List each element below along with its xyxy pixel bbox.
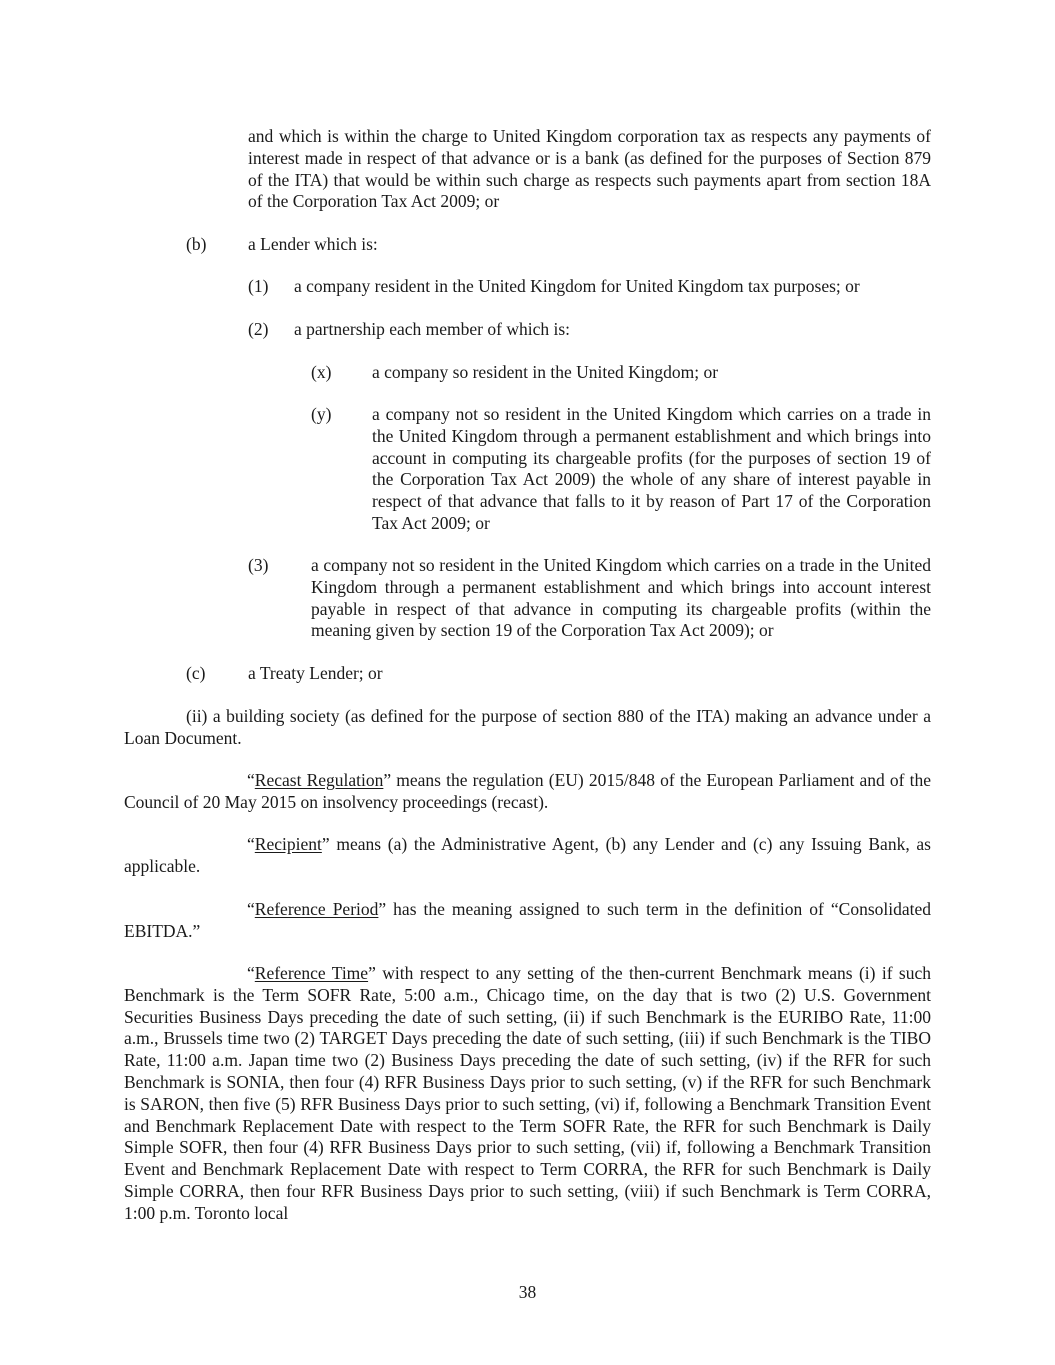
item-b2-marker: (2) <box>248 319 269 339</box>
item-b1-marker: (1) <box>248 276 269 296</box>
page-number: 38 <box>518 1282 537 1302</box>
defined-term: Reference Period <box>254 899 379 919</box>
item-ii-paragraph: (ii) a building society (as defined for the purpose of section 880 of the ITA) making an advance under a Loan Document. <box>124 706 931 748</box>
item-b3-text: a company not so resident in the United Kingdom which carries on a trade in the United Kingdom through a permanent establishment and which brings into account interest payable in respect of that advance in computing its chargeable profits (within the meaning given by section 19 of the Corporation Tax Act 2009); or <box>311 555 931 641</box>
defined-term: Recast Regulation <box>254 770 384 790</box>
item-x-text: a company so resident in the United Kingdom; or <box>372 362 719 382</box>
open-quote: “ <box>247 834 255 854</box>
item-x-marker: (x) <box>311 362 332 382</box>
item-b3-marker: (3) <box>248 555 269 575</box>
item-b2-text: a partnership each member of which is: <box>294 319 571 339</box>
item-c-marker: (c) <box>186 663 206 683</box>
item-b-marker: (b) <box>186 234 207 254</box>
open-quote: “ <box>247 770 255 790</box>
open-quote: “ <box>247 963 255 983</box>
continuation-paragraph: and which is within the charge to United Kingdom corporation tax as respects any payments of interest made in respect of that advance or is a bank (as defined for the purposes of Section 879 of the ITA) that would be within such charge as respects such payments apart from section 18A of the Corporation Tax Act 2009; or <box>248 126 931 212</box>
open-quote: “ <box>247 899 255 919</box>
definition-recipient <box>124 834 931 878</box>
defined-term: Reference Time <box>254 963 369 983</box>
item-b1-text: a company resident in the United Kingdom for United Kingdom tax purposes; or <box>294 276 860 296</box>
item-y-text: a company not so resident in the United Kingdom which carries on a trade in the United Kingdom through a permanent establishment and which brings into account in computing its chargeable profits (for the purposes of section 19 of the Corporation Tax Act 2009) the whole of any share of interest payable in respect of that advance that falls to it by reason of Part 17 of the Corporation Tax Act 2009; or <box>372 404 931 533</box>
definition-text: ” has the meaning assigned to such term in the definition of “Consolidated EBITDA.” <box>124 899 931 941</box>
defined-term: Recipient <box>254 834 322 854</box>
definition-text: ” means the regulation (EU) 2015/848 of the European Parliament and of the Council of 20 May 2015 on insolvency proceedings (recast). <box>124 770 931 812</box>
definition-text: ” means (a) the Administrative Agent, (b) any Lender and (c) any Issuing Bank, as applicable. <box>124 834 931 876</box>
item-y-marker: (y) <box>311 404 332 424</box>
definition-recast-regulation <box>124 770 931 814</box>
definition-reference-period <box>124 899 931 943</box>
item-b-text: a Lender which is: <box>248 234 378 254</box>
definition-reference-time <box>124 963 931 1225</box>
item-c-text: a Treaty Lender; or <box>248 663 383 683</box>
definition-text: ” with respect to any setting of the then-current Benchmark means (i) if such Benchmark is the Term SOFR Rate, 5:00 a.m., Chicago time, on the day that is two (2) U.S. Government Securities Business Days preceding the date of such setting, (ii) if such Benchmark is the EURIBO Rate, 11:00 a.m., Brussels time two (2) TARGET Days preceding the date of such setting, (iii) if such Benchmark is the TIBO Rate, 11:00 a.m. Japan time two (2) Business Days preceding the date of such setting, (iv) if the RFR for such Benchmark is SONIA, then four (4) RFR Business Days prior to such setting, (v) if the RFR for such Benchmark is SARON, then five (5) RFR Business Days prior to such setting, (vi) if, following a Benchmark Transition Event and Benchmark Replacement Date with respect to the Term SOFR Rate, the RFR for such Benchmark is Daily Simple SOFR, then four (4) RFR Business Days prior to such setting, (vii) if, following a Benchmark Transition Event and Benchmark Replacement Date with respect to Term CORRA, the RFR for such Benchmark is Daily Simple CORRA, then four RFR Business Days prior to such setting, (viii) if such Benchmark is Term CORRA, 1:00 p.m. Toronto local <box>124 963 931 1223</box>
